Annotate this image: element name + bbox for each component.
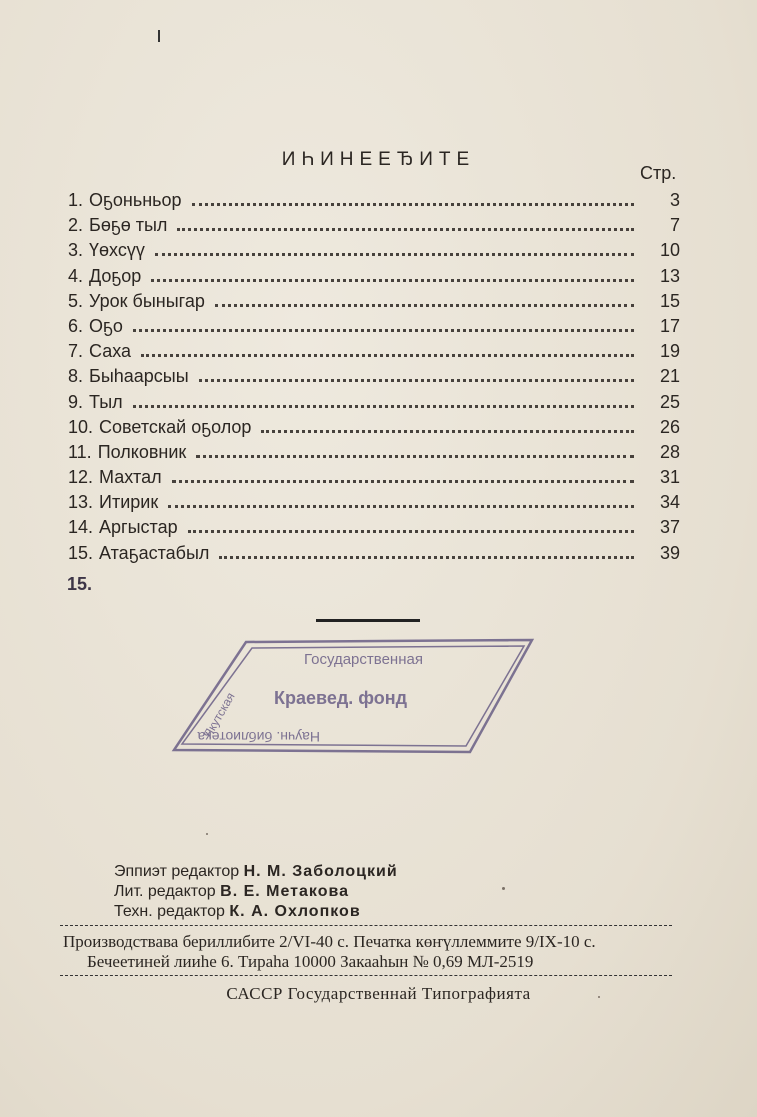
toc-leader-dots [133, 329, 634, 332]
toc-row [68, 291, 680, 316]
toc-leader-dots [168, 505, 634, 508]
toc-page-number: 3 [669, 190, 680, 210]
toc-row [68, 417, 680, 442]
toc-entry-title: Атаҕастабыл [99, 542, 210, 563]
toc-entry-title: Оҕоньньор [89, 190, 182, 210]
toc-page-number: 34 [659, 492, 680, 513]
divider-rule [316, 619, 420, 622]
toc-entry-number: 2. [68, 215, 84, 236]
toc-leader-dots [141, 354, 634, 357]
imprint [63, 932, 675, 972]
toc-page-number: 25 [659, 391, 680, 412]
toc-row [68, 517, 680, 542]
toc-page-number: 37 [659, 517, 680, 538]
toc-leader-dots [261, 430, 634, 433]
speck [598, 996, 600, 998]
toc-leader-dots [172, 480, 634, 483]
toc-entry-number: 4. [68, 265, 84, 286]
stamp-bottom-text: Научн. библиотека [197, 729, 320, 745]
credit-line: Лит. редактор В. Е. Метакова [114, 883, 349, 900]
toc-row [68, 543, 680, 568]
stamp-top-text: Государственная [304, 651, 423, 668]
toc-entry-title: Урок быныгар [89, 290, 205, 311]
toc-page-number: 15 [659, 290, 680, 311]
toc-page-number: 7 [669, 215, 680, 236]
toc-row [68, 190, 680, 215]
imprint-line-1: Производствава бериллибите 2/VI-40 с. Печатка көҥүллеммите 9/IX-10 с. [63, 932, 596, 951]
toc-leader-dots [133, 405, 634, 408]
toc-entry-title: Аргыстар [99, 517, 178, 538]
toc-entry-title: Үөхсүү [89, 240, 145, 261]
toc-entry-number: 6. [68, 315, 84, 336]
toc-entry-number: 10. [68, 416, 94, 437]
toc-page-number: 26 [659, 416, 680, 437]
toc-leader-dots [155, 253, 634, 256]
toc-row [68, 366, 680, 391]
toc-row [68, 341, 680, 366]
toc-entry-title: Саха [89, 341, 132, 362]
toc-entry-title: Быһаарсыы [89, 366, 189, 387]
toc-entry-number: 13. [68, 492, 94, 513]
toc-entry-title: Доҕор [89, 265, 142, 286]
toc-entry-title: Советскай оҕолор [99, 416, 252, 437]
toc-leader-dots [219, 556, 634, 559]
toc-page-number: 28 [659, 441, 680, 462]
table-of-contents [68, 190, 680, 568]
toc-entry-title: Махтал [99, 467, 162, 488]
toc-row [68, 467, 680, 492]
library-stamp [170, 634, 540, 756]
speck [502, 887, 505, 890]
page-column-header: Стр. [640, 163, 677, 183]
toc-entry-number: 15. [68, 542, 94, 563]
toc-entry-number: 12. [68, 467, 94, 488]
toc-entry-title: Бөҕө тыл [89, 215, 168, 236]
rule-upper [60, 925, 672, 926]
stamp-left-text: Якутская [200, 690, 238, 741]
toc-leader-dots [151, 279, 634, 282]
toc-leader-dots [196, 455, 634, 458]
toc-page-number: 17 [659, 315, 680, 336]
toc-leader-dots [192, 203, 634, 206]
toc-page-number: 21 [659, 366, 680, 387]
speck [206, 833, 208, 835]
toc-row [68, 215, 680, 240]
toc-row [68, 316, 680, 341]
toc-page-number: 10 [659, 240, 680, 261]
toc-entry-number: 5. [68, 290, 84, 311]
toc-page-number: 39 [659, 542, 680, 563]
toc-leader-dots [177, 228, 634, 231]
toc-page-number: 31 [659, 467, 680, 488]
toc-page-number: 19 [659, 341, 680, 362]
toc-page-number: 13 [659, 265, 680, 286]
credit-line: Техн. редактор К. А. Охлопков [114, 903, 361, 920]
toc-entry-number: 8. [68, 366, 84, 387]
toc-entry-number: 7. [68, 341, 84, 362]
toc-entry-title: Тыл [89, 391, 123, 412]
rule-lower [60, 975, 672, 976]
toc-leader-dots [199, 379, 634, 382]
toc-row [68, 266, 680, 291]
toc-entry-number: 14. [68, 517, 94, 538]
imprint-line-2: Бечеетиней лииһе 6. Тираһа 10000 Закааһын № 0,69 МЛ-2519 [87, 952, 534, 971]
page-title: ИҺИНЕЕЂИТЕ [281, 149, 476, 170]
toc-entry-number: 1. [68, 190, 84, 210]
toc-leader-dots [215, 304, 634, 307]
toc-entry-number: 3. [68, 240, 84, 261]
editor-credits [114, 862, 398, 922]
toc-leader-dots [188, 530, 634, 533]
toc-entry-title: Полковник [97, 441, 187, 462]
stamp-graphic [170, 634, 540, 756]
toc-row [68, 240, 680, 265]
toc-row [68, 392, 680, 417]
stamp-middle-text: Краевед. фонд [274, 688, 408, 708]
ink-mark [158, 30, 160, 42]
toc-entry-number: 11. [68, 441, 92, 462]
handwritten-note: 15. [67, 574, 93, 594]
credit-line: Эппиэт редактор Н. М. Заболоцкий [114, 863, 398, 880]
toc-entry-title: Оҕо [89, 315, 123, 336]
toc-entry-title: Итирик [99, 492, 159, 513]
toc-row [68, 442, 680, 467]
toc-row [68, 492, 680, 517]
toc-entry-number: 9. [68, 391, 84, 412]
printer-line: САССР Государственнай Типографията [226, 984, 531, 1003]
